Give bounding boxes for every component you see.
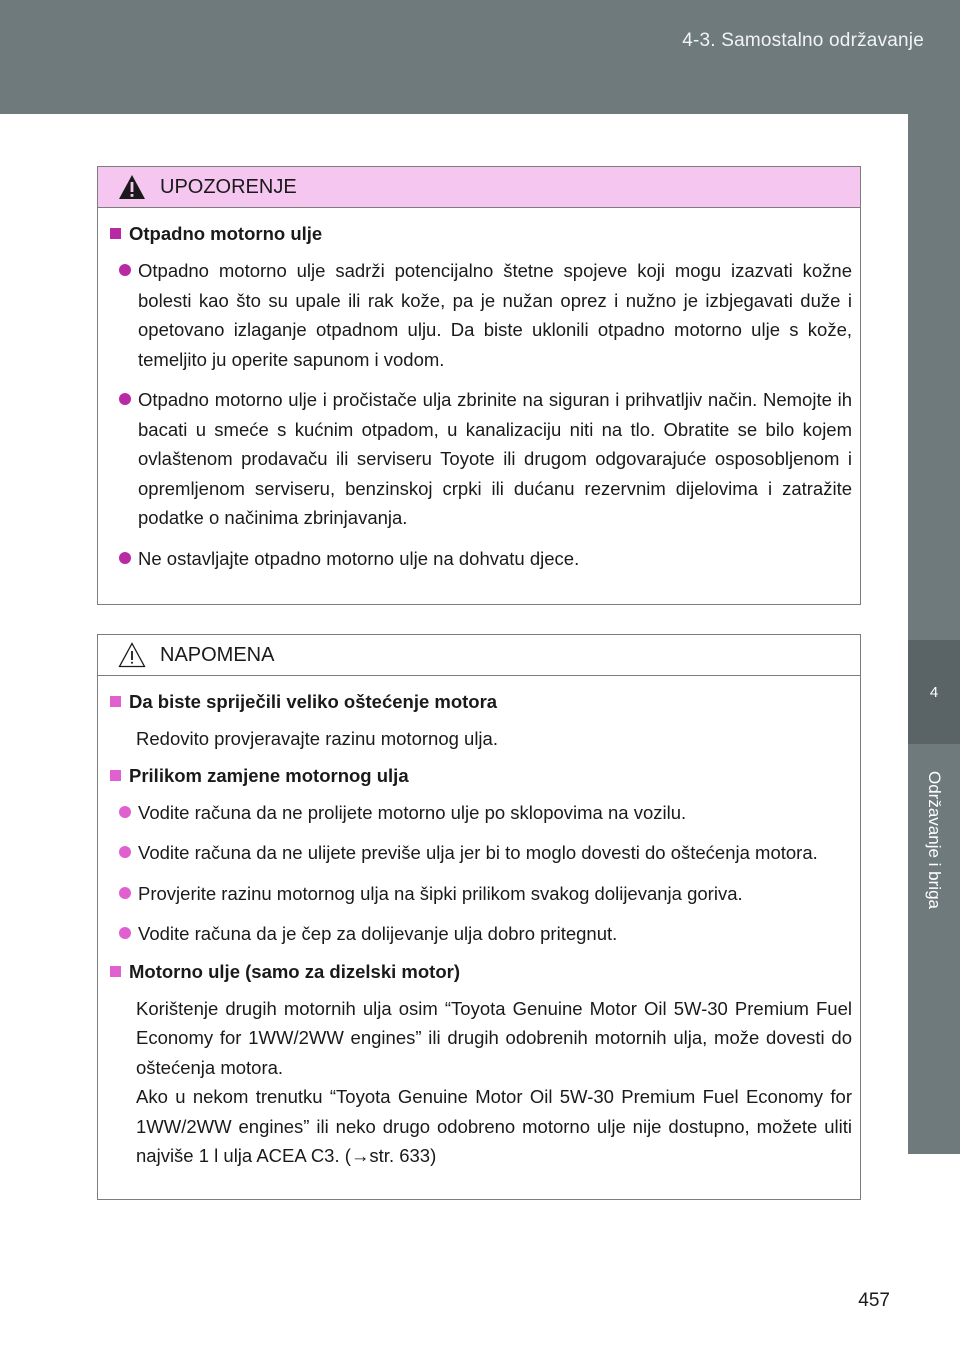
warning-box bbox=[97, 166, 861, 605]
list-item-text: Vodite računa da je čep za dolijevanje ulja dobro pritegnut. bbox=[138, 923, 618, 944]
chapter-number-tab bbox=[908, 640, 960, 744]
section-title: 4-3. Samostalno održavanje bbox=[682, 30, 924, 51]
round-bullet-icon bbox=[119, 552, 131, 564]
list-item bbox=[110, 838, 852, 868]
chapter-side-tab bbox=[908, 114, 960, 1154]
page-number: 457 bbox=[858, 1290, 890, 1311]
caution-outline-icon bbox=[118, 642, 146, 668]
list-item-text: Otpadno motorno ulje sadrži potencijalno štetne spojeve koji mogu izazvati kožne bolesti kao što su upale ili rak kože, pa je nužan oprez i nužno je izbjegavati duže i opetovano izlaganje otpadnom ulju. Da biste uklonili otpadno motorno ulje s kože, temeljito ju operite sapunom i vodom. bbox=[138, 260, 852, 370]
page-header bbox=[0, 0, 960, 114]
warning-header bbox=[98, 167, 860, 208]
notice-body bbox=[98, 676, 860, 1199]
list-item-text: Ne ostavljajte otpadno motorno ulje na dohvatu djece. bbox=[138, 547, 580, 569]
notice-heading-text: Da biste spriječili veliko oštećenje motora bbox=[129, 691, 498, 712]
notice-box bbox=[97, 634, 861, 1200]
notice-heading bbox=[110, 960, 852, 984]
list-item bbox=[110, 256, 852, 374]
square-bullet-icon bbox=[110, 770, 121, 781]
round-bullet-icon bbox=[119, 806, 131, 818]
list-item bbox=[110, 879, 852, 909]
warning-heading-text: Otpadno motorno ulje bbox=[129, 223, 323, 244]
list-item-text: Provjerite razinu motornog ulja na šipki prilikom svakog dolijevanja goriva. bbox=[138, 882, 743, 904]
list-item-text: Otpadno motorno ulje i pročistače ulja zbrinite na siguran i prihvatljiv način. Nemojte ih bacati u smeće s kućnim otpadom, u kanalizaciju niti na tlo. Obratite se bilo kojem ovlaštenom prodavaču ili serviseru Toyote ili drugom odgovarajuće osposobljenom i opremljenom serviseru, benzinskoj crpki ili dućanu rezervnim dijelovima i zatražite podatke o načinima zbrinjavanja. bbox=[138, 389, 852, 528]
round-bullet-icon bbox=[119, 846, 131, 858]
round-bullet-icon bbox=[119, 887, 131, 899]
notice-heading bbox=[110, 764, 852, 788]
chapter-label: Održavanje i briga bbox=[925, 771, 944, 909]
list-item-text: Vodite računa da ne prolijete motorno ulje po sklopovima na vozilu. bbox=[138, 801, 687, 823]
notice-heading-text: Motorno ulje (samo za dizelski motor) bbox=[129, 960, 460, 982]
warning-triangle-icon bbox=[118, 174, 146, 200]
round-bullet-icon bbox=[119, 393, 131, 405]
paragraph: Korištenje drugih motornih ulja osim “Toyota Genuine Motor Oil 5W-30 Premium Fuel Economy for 1WW/2WW engines” ili drugih odobrenih motornih ulja, može dovesti do oštećenja motora. Ako u nekom trenutku “Toyota Genuine Motor Oil 5W-30 Premium Fuel Economy for 1WW/2WW engines” ili neko drugo odobreno motorno ulje nije dostupno, možete uliti najviše 1 l ulja ACEA C3. (→str. 633) bbox=[136, 997, 852, 1166]
chapter-number: 4 bbox=[929, 684, 939, 701]
square-bullet-icon bbox=[110, 696, 121, 707]
list-item bbox=[110, 798, 852, 828]
round-bullet-icon bbox=[119, 927, 131, 939]
notice-heading bbox=[110, 690, 852, 714]
list-item-text: Vodite računa da ne ulijete previše ulja jer bi to moglo dovesti do oštećenja motora. bbox=[138, 842, 818, 863]
notice-title: NAPOMENA bbox=[160, 643, 275, 666]
paragraph: Redovito provjeravajte razinu motornog ulja. bbox=[136, 728, 498, 749]
warning-body bbox=[98, 208, 860, 602]
square-bullet-icon bbox=[110, 966, 121, 977]
warning-heading bbox=[110, 222, 852, 246]
round-bullet-icon bbox=[119, 264, 131, 276]
warning-title: UPOZORENJE bbox=[160, 175, 297, 198]
list-item bbox=[110, 385, 852, 533]
notice-header bbox=[98, 635, 860, 676]
list-item bbox=[110, 919, 852, 949]
notice-heading-text: Prilikom zamjene motornog ulja bbox=[129, 764, 409, 786]
list-item bbox=[110, 544, 852, 574]
square-bullet-icon bbox=[110, 228, 121, 239]
